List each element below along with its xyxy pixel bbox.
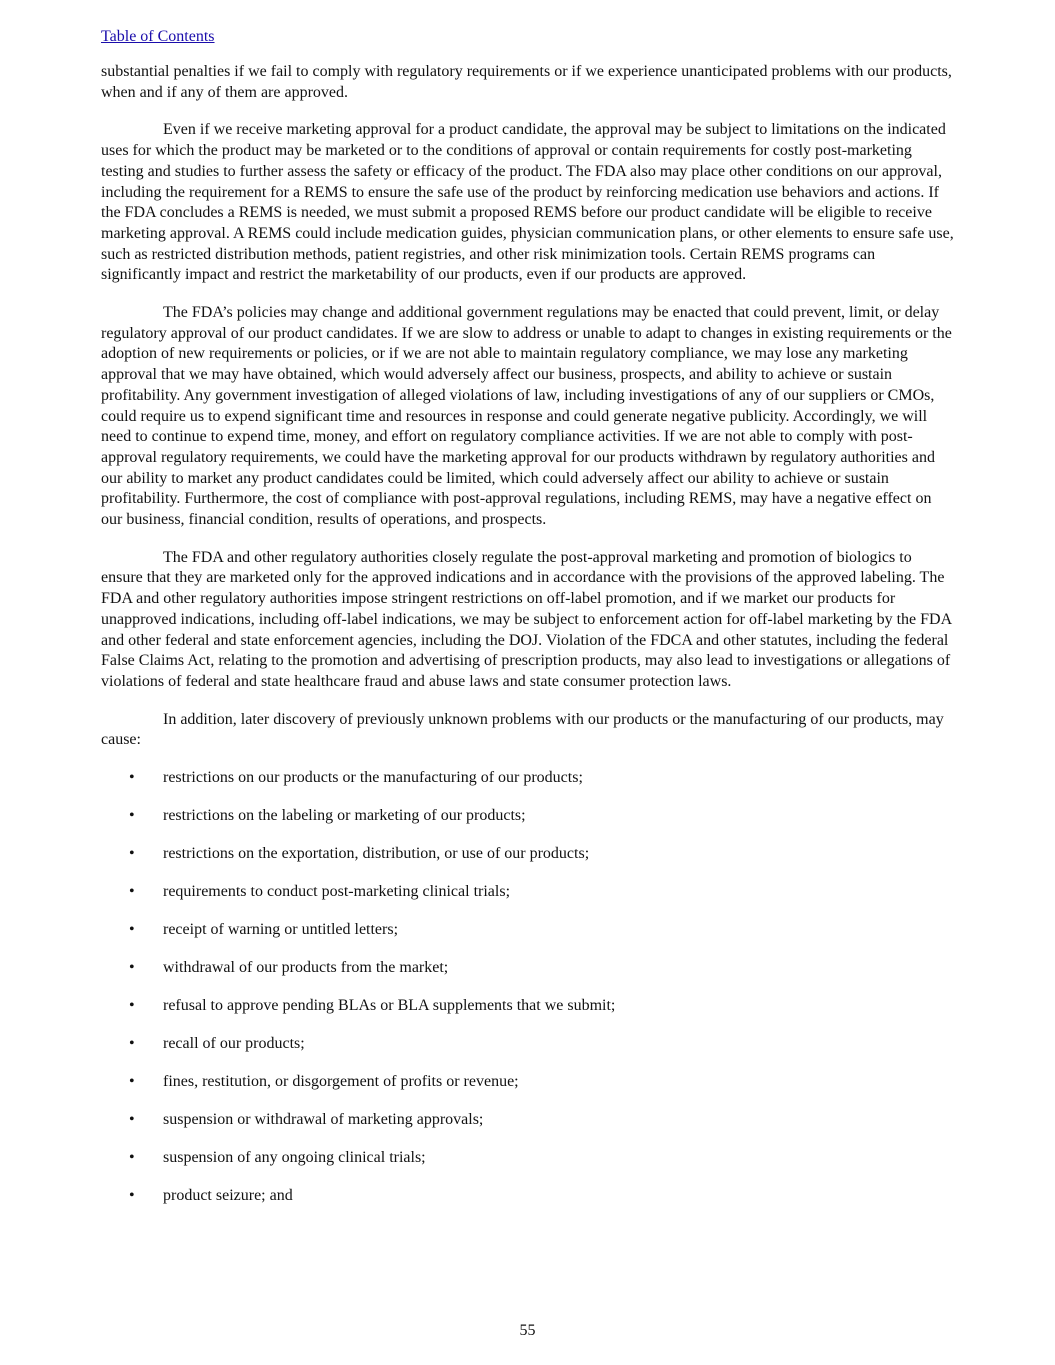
page-number: 55 <box>519 1322 536 1339</box>
list-item <box>101 1148 956 1169</box>
document-page <box>101 26 956 1224</box>
list-item-text: product seizure; and <box>163 1187 293 1205</box>
consequences-list <box>101 768 956 1207</box>
list-item <box>101 1110 956 1131</box>
list-item-text: receipt of warning or untitled letters; <box>163 921 399 939</box>
list-item <box>101 1072 956 1093</box>
bullet-icon: • <box>129 807 135 825</box>
bullet-icon: • <box>129 769 135 787</box>
paragraph-off-label-promotion: The FDA and other regulatory authorities closely regulate the post-approval marketing and promotion of biologics to ensure that they are marketed only for the approved indications and in accordance with the provisions of the approved labeling. The FDA and other regulatory authorities impose stringent restrictions on off-label promotion, and if we market our products for unapproved indications, including off-label indications, we may be subject to enforcement action for off-label marketing by the FDA and other federal and state enforcement agencies, including the DOJ. Violation of the FDCA and other statutes, including the federal False Claims Act, relating to the promotion and advertising of prescription products, may also lead to investigations or allegations of violations of federal and state healthcare fraud and abuse laws and state consumer protection laws. <box>101 548 952 690</box>
table-of-contents-link[interactable]: Table of Contents <box>101 28 215 45</box>
bullet-icon: • <box>129 1187 135 1205</box>
paragraph-continuation: substantial penalties if we fail to comply with regulatory requirements or if we experience unanticipated problems with our products, when and if any of them are approved. <box>101 63 952 101</box>
paragraph-fda-policies: The FDA’s policies may change and additional government regulations may be enacted that could prevent, limit, or delay regulatory approval of our product candidates. If we are slow to address or unable to adapt to changes in existing requirements or the adoption of new requirements or policies, or if we are not able to maintain regulatory compliance, we may lose any marketing approval that we may have obtained, which would adversely affect our business, prospects, and ability to achieve or sustain profitability. Any government investigation of alleged violations of law, including investigations of any of our suppliers or CMOs, could require us to expend significant time and resources in response and could generate negative publicity. Accordingly, we will need to continue to expend time, money, and effort on regulatory compliance activities. If we are not able to comply with post-approval regulatory requirements, we could have the marketing approval for our products withdrawn by regulatory authorities and our ability to market any product candidates could be limited, which could adversely affect our ability to achieve or sustain profitability. Furthermore, the cost of compliance with post-approval regulations, including REMS, may have a negative effect on our business, financial condition, results of operations, and prospects. <box>101 304 952 529</box>
bullet-icon: • <box>129 1111 135 1129</box>
list-item-text: requirements to conduct post-marketing clinical trials; <box>163 883 511 901</box>
bullet-icon: • <box>129 1073 135 1091</box>
list-item-text: restrictions on the exportation, distribution, or use of our products; <box>163 845 590 863</box>
list-item <box>101 844 956 865</box>
list-item <box>101 958 956 979</box>
list-item <box>101 806 956 827</box>
list-item-text: suspension of any ongoing clinical trials; <box>163 1149 426 1167</box>
list-item <box>101 996 956 1017</box>
bullet-icon: • <box>129 997 135 1015</box>
list-item <box>101 1186 956 1207</box>
list-item <box>101 1034 956 1055</box>
list-item-text: restrictions on our products or the manufacturing of our products; <box>163 769 583 787</box>
bullet-icon: • <box>129 1035 135 1053</box>
paragraph-marketing-approval-limitations: Even if we receive marketing approval for a product candidate, the approval may be subject to limitations on the indicated uses for which the product may be marketed or to the conditions of approval or contain requirements for costly post-marketing testing and studies to further assess the safety or efficacy of the product. The FDA also may place other conditions on our approval, including the requirement for a REMS to ensure the safe use of the product by reinforcing medication use behaviors and actions. If the FDA concludes a REMS is needed, we must submit a proposed REMS before our product candidate will be eligible to receive marketing approval. A REMS could include medication guides, physician communication plans, or other elements to ensure safe use, such as restricted distribution methods, patient registries, and other risk minimization tools. Certain REMS programs can significantly impact and restrict the marketability of our products, even if our products are approved. <box>101 121 954 284</box>
list-item-text: suspension or withdrawal of marketing approvals; <box>163 1111 484 1129</box>
list-item-text: recall of our products; <box>163 1035 305 1053</box>
bullet-icon: • <box>129 921 135 939</box>
bullet-icon: • <box>129 883 135 901</box>
list-item <box>101 768 956 789</box>
list-item <box>101 920 956 941</box>
list-item-text: fines, restitution, or disgorgement of profits or revenue; <box>163 1073 519 1091</box>
list-item-text: withdrawal of our products from the market; <box>163 959 449 977</box>
list-item <box>101 882 956 903</box>
paragraph-later-discovery: In addition, later discovery of previously unknown problems with our products or the manufacturing of our products, may cause: <box>101 710 944 749</box>
list-item-text: refusal to approve pending BLAs or BLA supplements that we submit; <box>163 997 616 1015</box>
list-item-text: restrictions on the labeling or marketing of our products; <box>163 807 526 825</box>
bullet-icon: • <box>129 845 135 863</box>
bullet-icon: • <box>129 1149 135 1167</box>
bullet-icon: • <box>129 959 135 977</box>
